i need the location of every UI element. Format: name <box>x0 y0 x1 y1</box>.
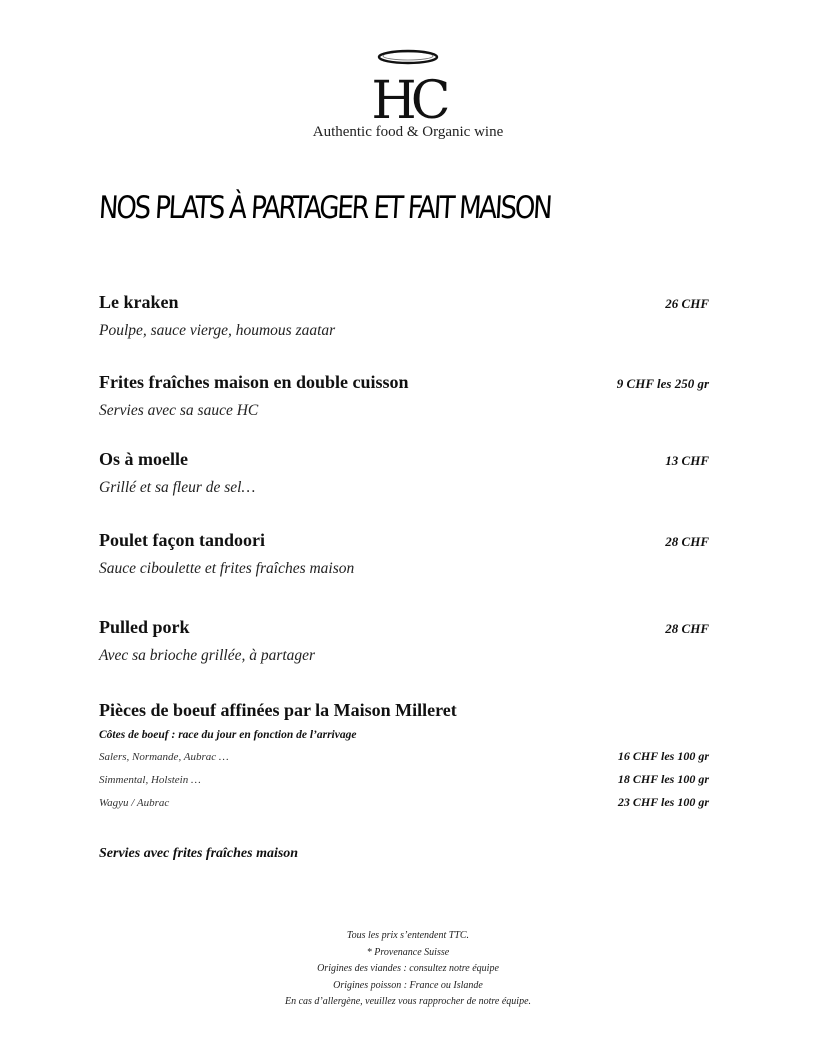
footer-note: Tous les prix s’entendent TTC. <box>346 930 470 941</box>
dish-name: Os à moelle <box>99 449 188 469</box>
footer-note: Origines poisson : France ou Islande <box>333 979 483 991</box>
beef-subtitle: Côtes de boeuf : race du jour en fonction de l’arrivage <box>99 729 357 741</box>
beef-cut-label: Simmental, Holstein … <box>99 774 201 786</box>
dish-description: Servies avec sa sauce HC <box>99 402 259 419</box>
dish-price: 13 CHF <box>665 453 709 468</box>
dish-description: Avec sa brioche grillée, à partager <box>99 647 316 664</box>
tagline: Authentic food & Organic wine <box>312 124 504 140</box>
menu-item <box>99 617 709 665</box>
restaurant-logo <box>0 46 816 120</box>
dish-description: Grillé et sa fleur de sel… <box>99 479 256 496</box>
dish-price: 28 CHF <box>665 534 709 549</box>
dish-name: Le kraken <box>99 292 179 312</box>
dish-name: Frites fraîches maison en double cuisson <box>99 372 409 392</box>
dish-price: 26 CHF <box>665 296 709 311</box>
footer-note: En cas d’allergène, veuillez vous rapprocher de notre équipe. <box>284 996 532 1007</box>
beef-cut-row <box>99 749 709 772</box>
beef-title: Pièces de boeuf affinées par la Maison Milleret <box>99 700 457 720</box>
beef-cut-price: 18 CHF les 100 gr <box>617 772 709 786</box>
dish-name: Poulet façon tandoori <box>99 530 265 550</box>
beef-section <box>99 700 709 818</box>
served-with-note: Servies avec frites fraîches maison <box>99 846 299 861</box>
footer-notes <box>0 928 816 1011</box>
menu-item <box>99 372 709 420</box>
beef-cuts-list <box>99 749 709 818</box>
dish-price: 9 CHF les 250 gr <box>616 376 709 391</box>
menu-item <box>99 292 709 340</box>
menu-item <box>99 449 709 497</box>
beef-cut-label: Salers, Normande, Aubrac … <box>99 751 229 763</box>
beef-cut-label: Wagyu / Aubrac <box>99 797 170 809</box>
section-title: NOS PLATS À PARTAGER ET FAIT MAISON <box>97 190 552 226</box>
dish-description: Poulpe, sauce vierge, houmous zaatar <box>99 322 336 339</box>
footer-note: * Provenance Suisse <box>366 946 450 958</box>
halo-hc-logo <box>363 46 453 120</box>
dish-name: Pulled pork <box>99 617 190 637</box>
beef-cut-price: 23 CHF les 100 gr <box>617 795 709 809</box>
dish-price: 28 CHF <box>665 621 709 636</box>
dish-description: Sauce ciboulette et frites fraîches maison <box>99 560 355 577</box>
logo-text: HC <box>371 71 445 120</box>
beef-cut-row <box>99 795 709 818</box>
footer-note: Origines des viandes : consultez notre équipe <box>317 963 499 974</box>
beef-cut-row <box>99 772 709 795</box>
beef-cut-price: 16 CHF les 100 gr <box>617 749 709 763</box>
menu-item <box>99 530 709 578</box>
